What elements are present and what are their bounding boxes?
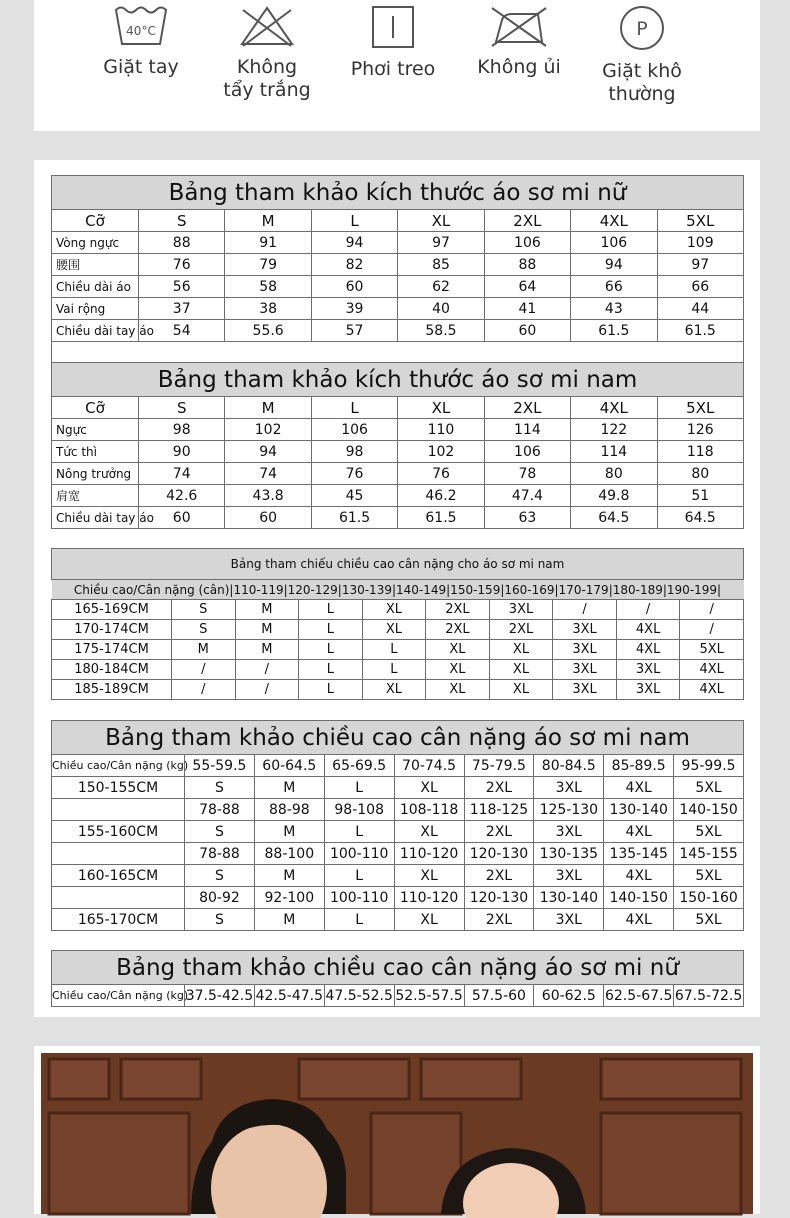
- row-label: 165-169CM: [52, 600, 172, 620]
- table-cell: 64: [484, 276, 570, 298]
- table-cell: 78-88: [185, 799, 255, 821]
- table-cell: 150-160: [674, 887, 744, 909]
- table-cell: 3XL: [553, 640, 617, 660]
- table-cell: 108-118: [394, 799, 464, 821]
- header-cell: XL: [398, 397, 484, 419]
- table-cell: S: [172, 620, 236, 640]
- row-label: 175-174CM: [52, 640, 172, 660]
- table-cell: XL: [489, 640, 553, 660]
- table-row: [52, 865, 744, 887]
- table-cell: 41: [484, 298, 570, 320]
- table-cell: 5XL: [674, 909, 744, 931]
- table-cell: XL: [362, 680, 426, 700]
- table-cell: M: [235, 620, 299, 640]
- table-cell: 140-150: [674, 799, 744, 821]
- table-cell: 3XL: [616, 660, 680, 680]
- care-label: Giặt tay: [103, 56, 179, 78]
- table-cell: 94: [571, 254, 657, 276]
- table-cell: 4XL: [604, 777, 674, 799]
- table-cell: 80-92: [185, 887, 255, 909]
- row-label: 155-160CM: [52, 821, 185, 843]
- table-cell: M: [254, 865, 324, 887]
- model-photo: [34, 1046, 760, 1214]
- header-cell: Chiều cao/Cân nặng (kg): [52, 985, 185, 1007]
- photo-image: [41, 1053, 753, 1214]
- table-cell: 47.4: [484, 485, 570, 507]
- header-cell: 52.5-57.5: [394, 985, 464, 1007]
- care-instructions: [34, 0, 760, 131]
- table-cell: L: [324, 865, 394, 887]
- table-row: [52, 320, 744, 342]
- table-row: [52, 660, 744, 680]
- table-cell: 106: [484, 232, 570, 254]
- table-cell: 58: [225, 276, 311, 298]
- table-cell: 3XL: [534, 909, 604, 931]
- row-label: 肩宽: [52, 485, 139, 507]
- header-cell: S: [139, 397, 225, 419]
- table-cell: 3XL: [553, 620, 617, 640]
- row-label: Ngực: [52, 419, 139, 441]
- table-cell: 94: [311, 232, 397, 254]
- table-cell: 4XL: [680, 660, 744, 680]
- header-cell: XL: [398, 210, 484, 232]
- table-cell: 4XL: [616, 640, 680, 660]
- care-label: Giặt khô thường: [602, 60, 682, 105]
- care-item-dry-clean: [579, 0, 705, 106]
- care-item-no-bleach: [204, 0, 330, 102]
- table-cell: 61.5: [311, 507, 397, 529]
- header-cell: 2XL: [484, 397, 570, 419]
- table-cell: 88: [139, 232, 225, 254]
- row-label: Chiều dài tay áo: [52, 507, 139, 529]
- svg-text:40°C: 40°C: [126, 24, 156, 38]
- table-cell: 122: [571, 419, 657, 441]
- table-cell: 64.5: [571, 507, 657, 529]
- table-cell: 38: [225, 298, 311, 320]
- table-cell: L: [299, 660, 363, 680]
- no-iron-icon: [488, 4, 550, 48]
- table-cell: 43.8: [225, 485, 311, 507]
- table-cell: 4XL: [604, 909, 674, 931]
- table-cell: 45: [311, 485, 397, 507]
- table-cell: XL: [489, 680, 553, 700]
- table-cell: 62: [398, 276, 484, 298]
- header-cell: 4XL: [571, 210, 657, 232]
- header-cell: 37.5-42.5: [185, 985, 255, 1007]
- table-cell: /: [680, 600, 744, 620]
- table-cell: L: [324, 777, 394, 799]
- table-cell: 4XL: [604, 865, 674, 887]
- table-cell: 4XL: [604, 821, 674, 843]
- table-row: [52, 887, 744, 909]
- row-label: 160-165CM: [52, 865, 185, 887]
- table-cell: 46.2: [398, 485, 484, 507]
- table-cell: 5XL: [674, 821, 744, 843]
- row-label: Chiều dài áo: [52, 276, 139, 298]
- table-row: [52, 463, 744, 485]
- table-cell: 94: [225, 441, 311, 463]
- table-header-row: [52, 210, 744, 232]
- table-cell: 100-110: [324, 843, 394, 865]
- table-cell: 88-98: [254, 799, 324, 821]
- table-cell: 40: [398, 298, 484, 320]
- table-cell: 102: [398, 441, 484, 463]
- table-cell: 92-100: [254, 887, 324, 909]
- header-cell: 60-64.5: [254, 755, 324, 777]
- dry-clean-icon: [618, 4, 666, 52]
- table-row: [52, 843, 744, 865]
- row-label: Vòng ngực: [52, 232, 139, 254]
- table-header-line: Chiều cao/Cân nặng (cân)|110-119|120-129|130-139|140-149|150-159|160-169|170-179|180-189|190-199|: [52, 580, 744, 600]
- table-cell: 114: [571, 441, 657, 463]
- header-cell: Cỡ: [52, 397, 139, 419]
- header-cell: 5XL: [657, 397, 743, 419]
- table-row: [52, 777, 744, 799]
- table-cell: 120-130: [464, 843, 534, 865]
- table-cell: 2XL: [426, 620, 490, 640]
- table-cell: S: [185, 865, 255, 887]
- table-row: [52, 600, 744, 620]
- table-row: [52, 254, 744, 276]
- table-cell: 5XL: [674, 865, 744, 887]
- wash-40-icon: [113, 4, 169, 48]
- table-cell: M: [254, 821, 324, 843]
- care-item-no-iron: [456, 0, 582, 79]
- table-cell: 43: [571, 298, 657, 320]
- table-cell: 63: [484, 507, 570, 529]
- table-row: [52, 419, 744, 441]
- table-row: [52, 441, 744, 463]
- table-cell: 130-140: [534, 887, 604, 909]
- table-cell: 78: [484, 463, 570, 485]
- table-cell: L: [324, 909, 394, 931]
- header-cell: 70-74.5: [394, 755, 464, 777]
- table-cell: 3XL: [534, 865, 604, 887]
- row-label: 185-189CM: [52, 680, 172, 700]
- row-label: [52, 799, 185, 821]
- row-label: Chiều dài tay áo: [52, 320, 139, 342]
- table-cell: 61.5: [398, 507, 484, 529]
- table-cell: 76: [139, 254, 225, 276]
- table-cell: 60: [139, 507, 225, 529]
- table-cell: 44: [657, 298, 743, 320]
- table-cell: M: [254, 909, 324, 931]
- table-cell: 42.6: [139, 485, 225, 507]
- header-cell: 2XL: [484, 210, 570, 232]
- table-cell: 49.8: [571, 485, 657, 507]
- table-cell: 97: [657, 254, 743, 276]
- table-cell: 76: [398, 463, 484, 485]
- men-height-weight-table: [51, 720, 744, 931]
- header-cell: 47.5-52.5: [324, 985, 394, 1007]
- row-label: [52, 843, 185, 865]
- table-cell: XL: [394, 777, 464, 799]
- table-row: [52, 799, 744, 821]
- table-cell: XL: [489, 660, 553, 680]
- table-cell: 130-135: [534, 843, 604, 865]
- table-cell: XL: [394, 865, 464, 887]
- header-cell: 65-69.5: [324, 755, 394, 777]
- table-title: Bảng tham khảo kích thước áo sơ mi nữ: [52, 176, 744, 210]
- header-cell: 55-59.5: [185, 755, 255, 777]
- table-cell: 74: [225, 463, 311, 485]
- table-cell: /: [172, 660, 236, 680]
- care-item-hand-wash: [78, 0, 204, 79]
- header-cell: 5XL: [657, 210, 743, 232]
- table-cell: L: [324, 821, 394, 843]
- table-cell: 102: [225, 419, 311, 441]
- table-cell: XL: [426, 680, 490, 700]
- table-cell: 3XL: [489, 600, 553, 620]
- row-label: Tức thì: [52, 441, 139, 463]
- table-cell: 58.5: [398, 320, 484, 342]
- table-cell: 51: [657, 485, 743, 507]
- table-cell: 145-155: [674, 843, 744, 865]
- table-cell: 37: [139, 298, 225, 320]
- table-cell: 80: [571, 463, 657, 485]
- table-cell: 57: [311, 320, 397, 342]
- header-cell: 4XL: [571, 397, 657, 419]
- header-cell: L: [311, 210, 397, 232]
- table-row: [52, 821, 744, 843]
- table-cell: 88: [484, 254, 570, 276]
- table-cell: 56: [139, 276, 225, 298]
- table-cell: 2XL: [464, 821, 534, 843]
- table-cell: 3XL: [553, 660, 617, 680]
- table-cell: L: [299, 600, 363, 620]
- row-label: Vai rộng: [52, 298, 139, 320]
- table-cell: 2XL: [464, 865, 534, 887]
- table-cell: 106: [571, 232, 657, 254]
- row-label: 170-174CM: [52, 620, 172, 640]
- table-cell: 120-130: [464, 887, 534, 909]
- table-cell: 78-88: [185, 843, 255, 865]
- table-cell: /: [680, 620, 744, 640]
- row-label: Nông trưởng: [52, 463, 139, 485]
- table-cell: /: [235, 660, 299, 680]
- table-row: [52, 276, 744, 298]
- table-cell: 109: [657, 232, 743, 254]
- table-cell: L: [299, 640, 363, 660]
- table-cell: 100-110: [324, 887, 394, 909]
- table-cell: XL: [426, 660, 490, 680]
- table-cell: L: [362, 640, 426, 660]
- svg-text:P: P: [636, 18, 648, 40]
- table-title: Bảng tham chiếu chiều cao cân nặng cho áo sơ mi nam: [52, 549, 744, 580]
- table-cell: XL: [394, 821, 464, 843]
- table-cell: /: [616, 600, 680, 620]
- table-cell: 126: [657, 419, 743, 441]
- table-cell: 60: [311, 276, 397, 298]
- table-cell: 79: [225, 254, 311, 276]
- table-header-row: [52, 755, 744, 777]
- table-row: [52, 485, 744, 507]
- header-cell: 80-84.5: [534, 755, 604, 777]
- care-item-hang-dry: [330, 0, 456, 81]
- table-cell: 97: [398, 232, 484, 254]
- table-title: Bảng tham khảo chiều cao cân nặng áo sơ mi nam: [52, 721, 744, 755]
- header-cell: M: [225, 397, 311, 419]
- table-cell: 2XL: [464, 777, 534, 799]
- table-row: [52, 298, 744, 320]
- table-cell: S: [185, 909, 255, 931]
- height-weight-table-1: [51, 548, 744, 700]
- header-cell: 75-79.5: [464, 755, 534, 777]
- header-cell: 67.5-72.5: [674, 985, 744, 1007]
- table-cell: XL: [394, 909, 464, 931]
- table-cell: S: [185, 821, 255, 843]
- table-cell: 39: [311, 298, 397, 320]
- women-height-weight-table: [51, 950, 744, 1007]
- table-row: [52, 909, 744, 931]
- care-label: Không ủi: [477, 56, 561, 78]
- care-label: Phơi treo: [350, 58, 436, 80]
- table-cell: XL: [362, 620, 426, 640]
- table-cell: 74: [139, 463, 225, 485]
- women-size-table: [51, 175, 744, 529]
- row-label: 150-155CM: [52, 777, 185, 799]
- header-cell: 85-89.5: [604, 755, 674, 777]
- table-cell: XL: [426, 640, 490, 660]
- table-cell: L: [362, 660, 426, 680]
- table-row: [52, 640, 744, 660]
- table-cell: 90: [139, 441, 225, 463]
- table-cell: 61.5: [571, 320, 657, 342]
- hang-dry-icon: [370, 4, 416, 50]
- table-cell: L: [299, 680, 363, 700]
- table-cell: 80: [657, 463, 743, 485]
- table-cell: 98: [311, 441, 397, 463]
- table-cell: 106: [311, 419, 397, 441]
- table-cell: 4XL: [680, 680, 744, 700]
- table-cell: 140-150: [604, 887, 674, 909]
- table-cell: 110-120: [394, 843, 464, 865]
- table-row: [52, 232, 744, 254]
- table-cell: 64.5: [657, 507, 743, 529]
- size-tables-panel: [34, 160, 760, 1017]
- table-cell: 118-125: [464, 799, 534, 821]
- table-row: [52, 620, 744, 640]
- table-cell: 135-145: [604, 843, 674, 865]
- table-cell: 82: [311, 254, 397, 276]
- table-cell: 61.5: [657, 320, 743, 342]
- header-cell: S: [139, 210, 225, 232]
- table-cell: 110-120: [394, 887, 464, 909]
- table-cell: 118: [657, 441, 743, 463]
- table-cell: L: [299, 620, 363, 640]
- table-cell: 98-108: [324, 799, 394, 821]
- row-label: 腰围: [52, 254, 139, 276]
- care-label: Không tẩy trắng: [223, 56, 311, 101]
- table-cell: M: [235, 600, 299, 620]
- table-cell: 3XL: [616, 680, 680, 700]
- table-cell: 114: [484, 419, 570, 441]
- table-cell: 5XL: [680, 640, 744, 660]
- table-cell: 3XL: [534, 821, 604, 843]
- table-cell: 3XL: [534, 777, 604, 799]
- row-label: [52, 887, 185, 909]
- table-cell: 85: [398, 254, 484, 276]
- table-cell: 54: [139, 320, 225, 342]
- table-cell: 66: [571, 276, 657, 298]
- table-header-row: [52, 985, 744, 1007]
- table-spacer: [52, 342, 744, 363]
- table-cell: S: [172, 600, 236, 620]
- table-title: Bảng tham khảo kích thước áo sơ mi nam: [52, 363, 744, 397]
- table-cell: M: [254, 777, 324, 799]
- table-cell: 3XL: [553, 680, 617, 700]
- table-cell: S: [185, 777, 255, 799]
- row-label: 180-184CM: [52, 660, 172, 680]
- table-cell: 91: [225, 232, 311, 254]
- table-cell: 60: [484, 320, 570, 342]
- table-cell: XL: [362, 600, 426, 620]
- header-cell: 62.5-67.5: [604, 985, 674, 1007]
- table-cell: 5XL: [674, 777, 744, 799]
- header-cell: Chiều cao/Cân nặng (kg): [52, 755, 185, 777]
- table-cell: M: [235, 640, 299, 660]
- no-bleach-icon: [237, 4, 297, 48]
- table-cell: 2XL: [464, 909, 534, 931]
- header-cell: 42.5-47.5: [254, 985, 324, 1007]
- header-cell: 60-62.5: [534, 985, 604, 1007]
- header-cell: L: [311, 397, 397, 419]
- table-cell: /: [172, 680, 236, 700]
- table-cell: 2XL: [426, 600, 490, 620]
- table-cell: 4XL: [616, 620, 680, 640]
- table-row: [52, 680, 744, 700]
- header-cell: 95-99.5: [674, 755, 744, 777]
- table-header-row: [52, 397, 744, 419]
- table-cell: 76: [311, 463, 397, 485]
- table-row: [52, 507, 744, 529]
- table-cell: 55.6: [225, 320, 311, 342]
- wood-panel-background: [41, 1053, 753, 1214]
- header-cell: M: [225, 210, 311, 232]
- table-cell: /: [553, 600, 617, 620]
- table-cell: /: [235, 680, 299, 700]
- table-cell: 2XL: [489, 620, 553, 640]
- table-cell: M: [172, 640, 236, 660]
- table-cell: 125-130: [534, 799, 604, 821]
- header-cell: Cỡ: [52, 210, 139, 232]
- row-label: 165-170CM: [52, 909, 185, 931]
- table-cell: 110: [398, 419, 484, 441]
- table-cell: 66: [657, 276, 743, 298]
- header-cell: 57.5-60: [464, 985, 534, 1007]
- table-cell: 106: [484, 441, 570, 463]
- table-cell: 98: [139, 419, 225, 441]
- table-cell: 60: [225, 507, 311, 529]
- table-title: Bảng tham khảo chiều cao cân nặng áo sơ mi nữ: [52, 951, 744, 985]
- table-cell: 88-100: [254, 843, 324, 865]
- table-cell: 130-140: [604, 799, 674, 821]
